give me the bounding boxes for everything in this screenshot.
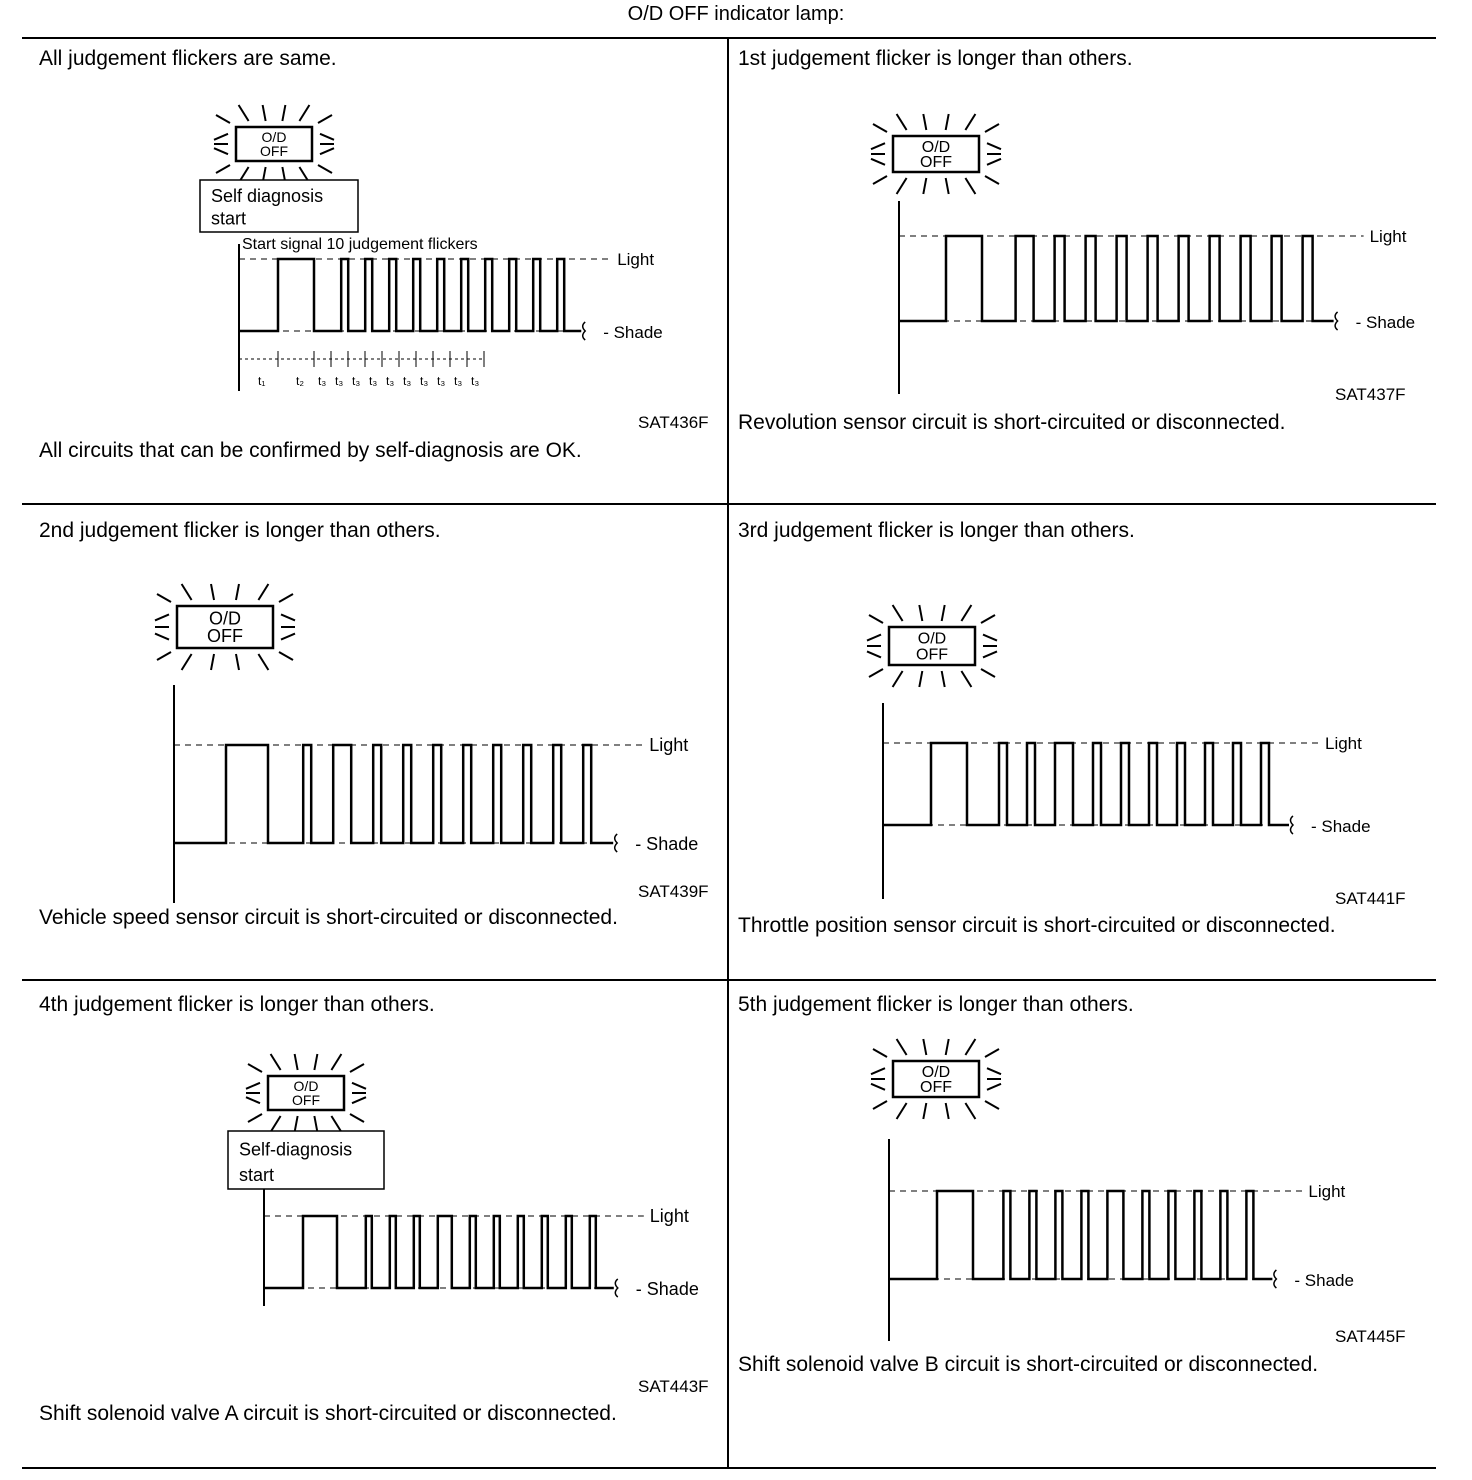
panel-heading: 1st judgement flicker is longer than others. [738,47,1133,70]
lamp-label-od: O/D [921,138,951,156]
start-box-line1: Self diagnosis [211,185,324,206]
lamp-ray [873,124,887,132]
lamp-ray [871,1068,885,1074]
panel-4th-longer [22,981,727,1467]
lamp-ray [867,651,881,657]
lamp-ray [869,669,883,677]
lamp-ray [271,1054,281,1070]
lamp-ray [985,1101,999,1109]
figure-code: SAT445F [1335,1327,1406,1346]
lamp-ray [248,1064,262,1072]
lamp-ray [155,614,169,620]
flicker-signal [883,743,1289,825]
lamp-ray [923,178,926,194]
lamp-ray [873,1049,887,1057]
lamp-ray [985,176,999,184]
figure-code: SAT441F [1335,889,1406,908]
figure-code: SAT443F [638,1377,709,1396]
lamp-ray [216,165,230,173]
lamp-ray [236,584,239,600]
light-label: Light [1325,734,1362,753]
lamp-ray [961,671,971,687]
lamp-ray [893,605,903,621]
flicker-signal [889,1191,1272,1279]
lamp-ray [246,1083,260,1089]
light-label: Light [1369,227,1407,246]
flicker-diagram [729,505,1436,979]
lamp-ray [893,671,903,687]
shade-brace [1274,1270,1277,1288]
od-off-lamp-icon [214,105,334,183]
lamp-ray [983,651,997,657]
lamp-ray [279,594,293,602]
lamp-ray [946,114,949,130]
time-label: t₃ [420,374,429,388]
lamp-ray [987,1084,1001,1090]
flicker-signal [174,745,613,843]
start-box-line2: start [239,1164,275,1185]
lamp-ray [211,584,214,600]
lamp-ray [946,1039,949,1055]
lamp-ray [295,1116,298,1132]
shade-brace [615,1279,618,1297]
lamp-ray [258,584,268,600]
lamp-ray [942,605,945,621]
lamp-ray [282,105,285,121]
shade-label: - Shade [635,834,699,854]
lamp-ray [331,1054,341,1070]
lamp-ray [320,148,334,154]
grid-line-bottom [22,1467,1436,1469]
lamp-ray [350,1064,364,1072]
time-label: t₃ [454,374,463,388]
shade-brace [1291,816,1294,834]
lamp-ray [987,143,1001,149]
lamp-ray [923,1039,926,1055]
flicker-diagram [22,981,727,1467]
od-off-lamp-icon [871,1039,1001,1119]
time-label: t₃ [471,374,480,388]
lamp-ray [897,1039,907,1055]
time-label: t₂ [296,374,304,388]
flicker-diagram [22,39,727,503]
light-label: Light [649,735,689,755]
shade-label: - Shade [635,1279,699,1299]
figure-code: SAT439F [638,882,709,901]
panel-heading: 5th judgement flicker is longer than others. [738,993,1134,1016]
lamp-ray [314,1054,317,1070]
lamp-ray [214,148,228,154]
lamp-ray [281,614,295,620]
lamp-ray [965,114,975,130]
shade-label: - Shade [1311,817,1371,836]
flicker-signal [264,1216,614,1288]
panel-description: Revolution sensor circuit is short-circuited or disconnected. [738,411,1286,434]
lamp-label-od: O/D [917,630,947,648]
shade-label: - Shade [1355,313,1416,332]
figure-code: SAT436F [638,413,709,432]
lamp-ray [897,178,907,194]
lamp-ray [923,114,926,130]
time-label: t₃ [318,374,327,388]
lamp-ray [965,1039,975,1055]
lamp-ray [965,178,975,194]
lamp-ray [923,1103,926,1119]
panel-description: Shift solenoid valve A circuit is short-circuited or disconnected. [39,1402,617,1425]
lamp-ray [919,605,922,621]
lamp-ray [318,115,332,123]
lamp-label-od: O/D [293,1077,319,1094]
panel-3rd-longer [729,505,1436,979]
lamp-ray [919,671,922,687]
lamp-ray [214,134,228,140]
lamp-label-off: OFF [916,646,948,664]
time-label: t₃ [437,374,446,388]
lamp-ray [248,1114,262,1122]
panel-2nd-longer [22,505,727,979]
flicker-signal [899,236,1334,321]
panel-1st-longer [729,39,1436,503]
light-label: Light [1308,1182,1346,1201]
start-box-line1: Self-diagnosis [239,1139,353,1160]
lamp-label-od: O/D [261,128,287,145]
lamp-ray [897,114,907,130]
shade-brace [583,322,586,340]
shade-label: - Shade [603,323,663,342]
lamp-ray [281,634,295,640]
lamp-ray [946,1103,949,1119]
lamp-ray [155,634,169,640]
lamp-ray [318,165,332,173]
start-box-line2: start [211,208,247,229]
lamp-ray [236,654,239,670]
lamp-ray [157,594,171,602]
lamp-label-off: OFF [207,626,243,647]
lamp-ray [350,1114,364,1122]
lamp-ray [211,654,214,670]
od-off-lamp-icon [155,584,295,670]
panel-heading: 2nd judgement flicker is longer than others. [39,519,441,542]
lamp-ray [314,1116,317,1132]
lamp-ray [258,654,268,670]
lamp-label-off: OFF [292,1092,320,1109]
lamp-ray [299,105,309,121]
signal-caption: Start signal 10 judgement flickers [242,236,478,253]
lamp-ray [182,654,192,670]
lamp-ray [871,1084,885,1090]
lamp-ray [263,105,266,121]
panel-description: All circuits that can be confirmed by self-diagnosis are OK. [39,439,582,462]
lamp-ray [352,1097,366,1103]
lamp-ray [987,159,1001,165]
lamp-ray [983,635,997,641]
lamp-ray [271,1116,281,1132]
lamp-ray [965,1103,975,1119]
panel-description: Vehicle speed sensor circuit is short-circuited or disconnected. [39,906,618,929]
lamp-ray [985,124,999,132]
lamp-label-off: OFF [920,153,952,171]
panel-all-same [22,39,727,503]
time-label: t₃ [335,374,344,388]
lamp-ray [246,1097,260,1103]
od-off-lamp-icon [871,114,1001,194]
time-label: t₃ [403,374,412,388]
lamp-ray [869,615,883,623]
lamp-label-od: O/D [208,608,242,629]
panel-heading: 3rd judgement flicker is longer than others. [738,519,1135,542]
panel-description: Throttle position sensor circuit is short-circuited or disconnected. [738,914,1336,937]
lamp-ray [987,1068,1001,1074]
shade-label: - Shade [1294,1271,1354,1290]
lamp-ray [942,671,945,687]
lamp-ray [981,615,995,623]
panel-heading: 4th judgement flicker is longer than others. [39,993,435,1016]
lamp-label-od: O/D [921,1063,951,1081]
figure-code: SAT437F [1335,385,1406,404]
lamp-ray [295,1054,298,1070]
light-label: Light [649,1206,689,1226]
lamp-ray [867,635,881,641]
lamp-ray [981,669,995,677]
lamp-ray [873,176,887,184]
lamp-ray [216,115,230,123]
time-label: t₃ [386,374,395,388]
lamp-ray [897,1103,907,1119]
lamp-ray [279,652,293,660]
lamp-label-off: OFF [260,143,288,160]
lamp-ray [961,605,971,621]
lamp-ray [320,134,334,140]
lamp-ray [182,584,192,600]
panel-description: Shift solenoid valve B circuit is short-circuited or disconnected. [738,1353,1319,1376]
page-title: O/D OFF indicator lamp: [627,3,845,25]
light-label: Light [617,250,655,269]
od-off-lamp-icon [246,1054,366,1132]
time-label: t₁ [258,374,266,388]
time-label: t₃ [369,374,378,388]
lamp-ray [239,105,249,121]
lamp-ray [871,143,885,149]
time-label: t₃ [352,374,361,388]
flicker-diagram [729,981,1436,1467]
lamp-ray [157,652,171,660]
panel-heading: All judgement flickers are same. [39,47,337,70]
lamp-ray [352,1083,366,1089]
panel-5th-longer [729,981,1436,1467]
shade-brace [615,834,618,852]
lamp-ray [985,1049,999,1057]
lamp-label-off: OFF [920,1078,952,1096]
flicker-signal [239,259,581,331]
lamp-ray [946,178,949,194]
lamp-ray [871,159,885,165]
od-off-lamp-icon [867,605,997,687]
lamp-ray [331,1116,341,1132]
lamp-ray [873,1101,887,1109]
shade-brace [1335,312,1338,330]
